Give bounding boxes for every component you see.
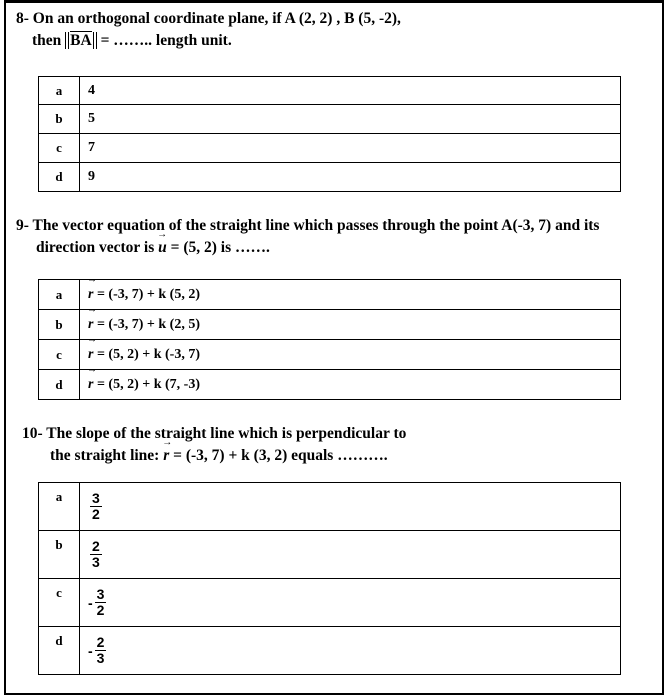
option-row[interactable]: c 7 bbox=[39, 134, 621, 163]
question-8-line2: then BA = …….. length unit. bbox=[32, 32, 232, 49]
question-8-line1: 8- On an orthogonal coordinate plane, if A (2, 2) , B (5, -2), bbox=[16, 10, 401, 27]
option-row[interactable]: a $\frac{3}{2}$ bbox=[39, 483, 621, 531]
option-row[interactable]: c - $\frac{3}{2}$ bbox=[39, 579, 621, 627]
question-8 bbox=[16, 8, 401, 52]
question-10 bbox=[22, 423, 406, 467]
question-9-line2: direction vector is → u = (5, 2) is ……. bbox=[16, 237, 599, 259]
option-row[interactable]: b 5 bbox=[39, 105, 621, 134]
question-9 bbox=[16, 215, 599, 259]
question-8-options bbox=[38, 76, 621, 192]
option-row[interactable]: a 4 bbox=[39, 77, 621, 105]
vector-norm: BA bbox=[65, 32, 97, 49]
fraction: $\frac{3}{2}$ bbox=[92, 490, 100, 522]
fraction: $\frac{3}{2}$ bbox=[96, 586, 105, 618]
option-row[interactable]: c → r = (5, 2) + k (-3, 7) bbox=[39, 340, 621, 370]
option-row[interactable]: d - $\frac{2}{3}$ bbox=[39, 627, 621, 675]
question-9-options bbox=[38, 279, 621, 400]
option-row[interactable]: b $\frac{2}{3}$ bbox=[39, 531, 621, 579]
question-10-line1: 10- The slope of the straight line which is perpendicular to bbox=[22, 425, 407, 442]
option-row[interactable]: a → r = (-3, 7) + k (5, 2) bbox=[39, 280, 621, 310]
option-row[interactable]: b → r = (-3, 7) + k (2, 5) bbox=[39, 310, 621, 340]
question-10-line2: the straight line: → r = (-3, 7) + k (3, 2) equals ………. bbox=[22, 445, 406, 467]
option-row[interactable]: d → r = (5, 2) + k (7, -3) bbox=[39, 370, 621, 400]
question-10-options bbox=[38, 482, 621, 675]
fraction: $\frac{2}{3}$ bbox=[96, 634, 105, 666]
option-row[interactable]: d 9 bbox=[39, 163, 621, 192]
fraction: $\frac{2}{3}$ bbox=[92, 538, 100, 570]
question-9-line1: 9- The vector equation of the straight line which passes through the point A(-3, 7) and its bbox=[16, 217, 600, 234]
